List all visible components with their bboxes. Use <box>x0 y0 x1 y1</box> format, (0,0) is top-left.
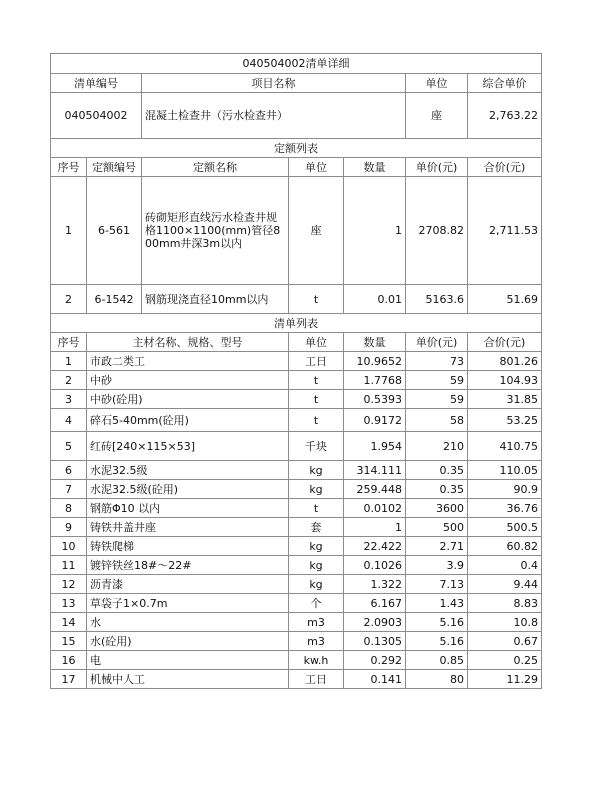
material-seq: 12 <box>51 575 87 594</box>
material-seq: 15 <box>51 632 87 651</box>
material-row <box>51 632 542 651</box>
material-row <box>51 432 542 461</box>
material-seq: 6 <box>51 461 87 480</box>
material-name: 市政二类工 <box>87 352 289 371</box>
quota-price: 5163.6 <box>406 285 468 314</box>
quota-row <box>51 285 542 314</box>
material-unit: kg <box>289 461 344 480</box>
quota-section-title: 定额列表 <box>51 139 542 158</box>
material-price: 1.43 <box>406 594 468 613</box>
material-price: 59 <box>406 390 468 409</box>
material-row <box>51 575 542 594</box>
bill-unit-header: 单位 <box>406 74 468 93</box>
quota-price: 2708.82 <box>406 177 468 285</box>
material-seq: 3 <box>51 390 87 409</box>
material-qty: 2.0903 <box>344 613 406 632</box>
material-unit: t <box>289 409 344 432</box>
quota-price-header: 单价(元) <box>406 158 468 177</box>
material-name: 红砖[240×115×53] <box>87 432 289 461</box>
material-total: 0.4 <box>468 556 542 575</box>
material-name: 碎石5-40mm(砼用) <box>87 409 289 432</box>
material-qty: 0.292 <box>344 651 406 670</box>
material-qty-header: 数量 <box>344 333 406 352</box>
material-name: 中砂 <box>87 371 289 390</box>
bill-price-header: 综合单价 <box>468 74 542 93</box>
material-seq: 7 <box>51 480 87 499</box>
material-unit: kg <box>289 480 344 499</box>
material-price: 2.71 <box>406 537 468 556</box>
material-total: 36.76 <box>468 499 542 518</box>
quota-unit: t <box>289 285 344 314</box>
material-seq: 1 <box>51 352 87 371</box>
material-qty: 0.141 <box>344 670 406 689</box>
material-price: 73 <box>406 352 468 371</box>
material-row <box>51 613 542 632</box>
material-price: 210 <box>406 432 468 461</box>
material-unit: kg <box>289 556 344 575</box>
material-total: 110.05 <box>468 461 542 480</box>
material-name: 水 <box>87 613 289 632</box>
material-row <box>51 499 542 518</box>
quota-unit-header: 单位 <box>289 158 344 177</box>
material-name: 铸铁爬梯 <box>87 537 289 556</box>
material-total: 60.82 <box>468 537 542 556</box>
material-qty: 314.111 <box>344 461 406 480</box>
material-row <box>51 670 542 689</box>
quota-code: 6-561 <box>87 177 142 285</box>
material-unit: kg <box>289 537 344 556</box>
quota-name: 砖砌矩形直线污水检查井规格1100×1100(mm)管径800mm井深3m以内 <box>142 177 289 285</box>
material-price: 5.16 <box>406 632 468 651</box>
quota-qty: 0.01 <box>344 285 406 314</box>
bill-code-header: 清单编号 <box>51 74 142 93</box>
material-unit: 千块 <box>289 432 344 461</box>
material-unit-header: 单位 <box>289 333 344 352</box>
material-seq: 11 <box>51 556 87 575</box>
material-qty: 259.448 <box>344 480 406 499</box>
material-qty: 6.167 <box>344 594 406 613</box>
material-name: 镀锌铁丝18#～22# <box>87 556 289 575</box>
material-row <box>51 390 542 409</box>
material-seq: 10 <box>51 537 87 556</box>
material-total-header: 合价(元) <box>468 333 542 352</box>
material-unit: t <box>289 390 344 409</box>
material-name: 电 <box>87 651 289 670</box>
material-total: 8.83 <box>468 594 542 613</box>
material-seq-header: 序号 <box>51 333 87 352</box>
material-qty: 0.9172 <box>344 409 406 432</box>
material-total: 90.9 <box>468 480 542 499</box>
material-total: 0.67 <box>468 632 542 651</box>
material-unit: m3 <box>289 613 344 632</box>
material-unit: 工日 <box>289 352 344 371</box>
material-total: 11.29 <box>468 670 542 689</box>
material-name: 铸铁井盖井座 <box>87 518 289 537</box>
quota-row <box>51 177 542 285</box>
material-total: 104.93 <box>468 371 542 390</box>
material-total: 410.75 <box>468 432 542 461</box>
material-total: 500.5 <box>468 518 542 537</box>
quota-seq-header: 序号 <box>51 158 87 177</box>
material-price: 58 <box>406 409 468 432</box>
material-price: 500 <box>406 518 468 537</box>
material-price: 5.16 <box>406 613 468 632</box>
material-name-header: 主材名称、规格、型号 <box>87 333 289 352</box>
material-unit: t <box>289 499 344 518</box>
material-price: 0.35 <box>406 480 468 499</box>
material-total: 10.8 <box>468 613 542 632</box>
material-name: 水(砼用) <box>87 632 289 651</box>
quota-total: 2,711.53 <box>468 177 542 285</box>
quota-seq: 1 <box>51 177 87 285</box>
material-price: 3600 <box>406 499 468 518</box>
material-price: 0.35 <box>406 461 468 480</box>
quota-code-header: 定额编号 <box>87 158 142 177</box>
material-total: 801.26 <box>468 352 542 371</box>
material-seq: 5 <box>51 432 87 461</box>
quota-seq: 2 <box>51 285 87 314</box>
quota-qty: 1 <box>344 177 406 285</box>
material-qty: 10.9652 <box>344 352 406 371</box>
material-total: 31.85 <box>468 390 542 409</box>
material-seq: 9 <box>51 518 87 537</box>
material-total: 53.25 <box>468 409 542 432</box>
quota-total-header: 合价(元) <box>468 158 542 177</box>
material-unit: 工日 <box>289 670 344 689</box>
material-name: 中砂(砼用) <box>87 390 289 409</box>
material-row <box>51 480 542 499</box>
material-unit: 套 <box>289 518 344 537</box>
material-seq: 17 <box>51 670 87 689</box>
material-row <box>51 556 542 575</box>
material-row <box>51 651 542 670</box>
quota-name-header: 定额名称 <box>142 158 289 177</box>
bill-unit: 座 <box>406 93 468 139</box>
material-row <box>51 371 542 390</box>
material-price: 7.13 <box>406 575 468 594</box>
material-unit: 个 <box>289 594 344 613</box>
material-row <box>51 518 542 537</box>
material-qty: 0.0102 <box>344 499 406 518</box>
material-name: 水泥32.5级(砼用) <box>87 480 289 499</box>
material-name: 钢筋Φ10 以内 <box>87 499 289 518</box>
bill-name: 混凝土检查井（污水检查井） <box>142 93 406 139</box>
material-row <box>51 537 542 556</box>
material-price: 0.85 <box>406 651 468 670</box>
material-qty: 1.7768 <box>344 371 406 390</box>
material-total: 0.25 <box>468 651 542 670</box>
material-qty: 1.954 <box>344 432 406 461</box>
material-row <box>51 461 542 480</box>
material-price-header: 单价(元) <box>406 333 468 352</box>
material-unit: t <box>289 371 344 390</box>
material-seq: 14 <box>51 613 87 632</box>
material-section-title: 清单列表 <box>51 314 542 333</box>
material-row <box>51 409 542 432</box>
material-row <box>51 594 542 613</box>
material-seq: 16 <box>51 651 87 670</box>
bill-detail-table <box>50 53 542 689</box>
material-qty: 1 <box>344 518 406 537</box>
material-seq: 2 <box>51 371 87 390</box>
material-unit: kg <box>289 575 344 594</box>
material-total: 9.44 <box>468 575 542 594</box>
bill-name-header: 项目名称 <box>142 74 406 93</box>
material-qty: 0.5393 <box>344 390 406 409</box>
material-qty: 0.1305 <box>344 632 406 651</box>
material-rows <box>51 352 542 689</box>
material-qty: 0.1026 <box>344 556 406 575</box>
material-seq: 8 <box>51 499 87 518</box>
quota-qty-header: 数量 <box>344 158 406 177</box>
material-seq: 4 <box>51 409 87 432</box>
quota-name: 钢筋现浇直径10mm以内 <box>142 285 289 314</box>
material-qty: 1.322 <box>344 575 406 594</box>
material-price: 59 <box>406 371 468 390</box>
quota-total: 51.69 <box>468 285 542 314</box>
material-name: 草袋子1×0.7m <box>87 594 289 613</box>
material-row <box>51 352 542 371</box>
material-seq: 13 <box>51 594 87 613</box>
material-price: 80 <box>406 670 468 689</box>
quota-unit: 座 <box>289 177 344 285</box>
material-name: 水泥32.5级 <box>87 461 289 480</box>
material-price: 3.9 <box>406 556 468 575</box>
material-name: 机械中人工 <box>87 670 289 689</box>
material-unit: kw.h <box>289 651 344 670</box>
sheet-title: 040504002清单详细 <box>51 54 542 74</box>
bill-code: 040504002 <box>51 93 142 139</box>
material-qty: 22.422 <box>344 537 406 556</box>
quota-code: 6-1542 <box>87 285 142 314</box>
material-unit: m3 <box>289 632 344 651</box>
bill-price: 2,763.22 <box>468 93 542 139</box>
material-name: 沥青漆 <box>87 575 289 594</box>
